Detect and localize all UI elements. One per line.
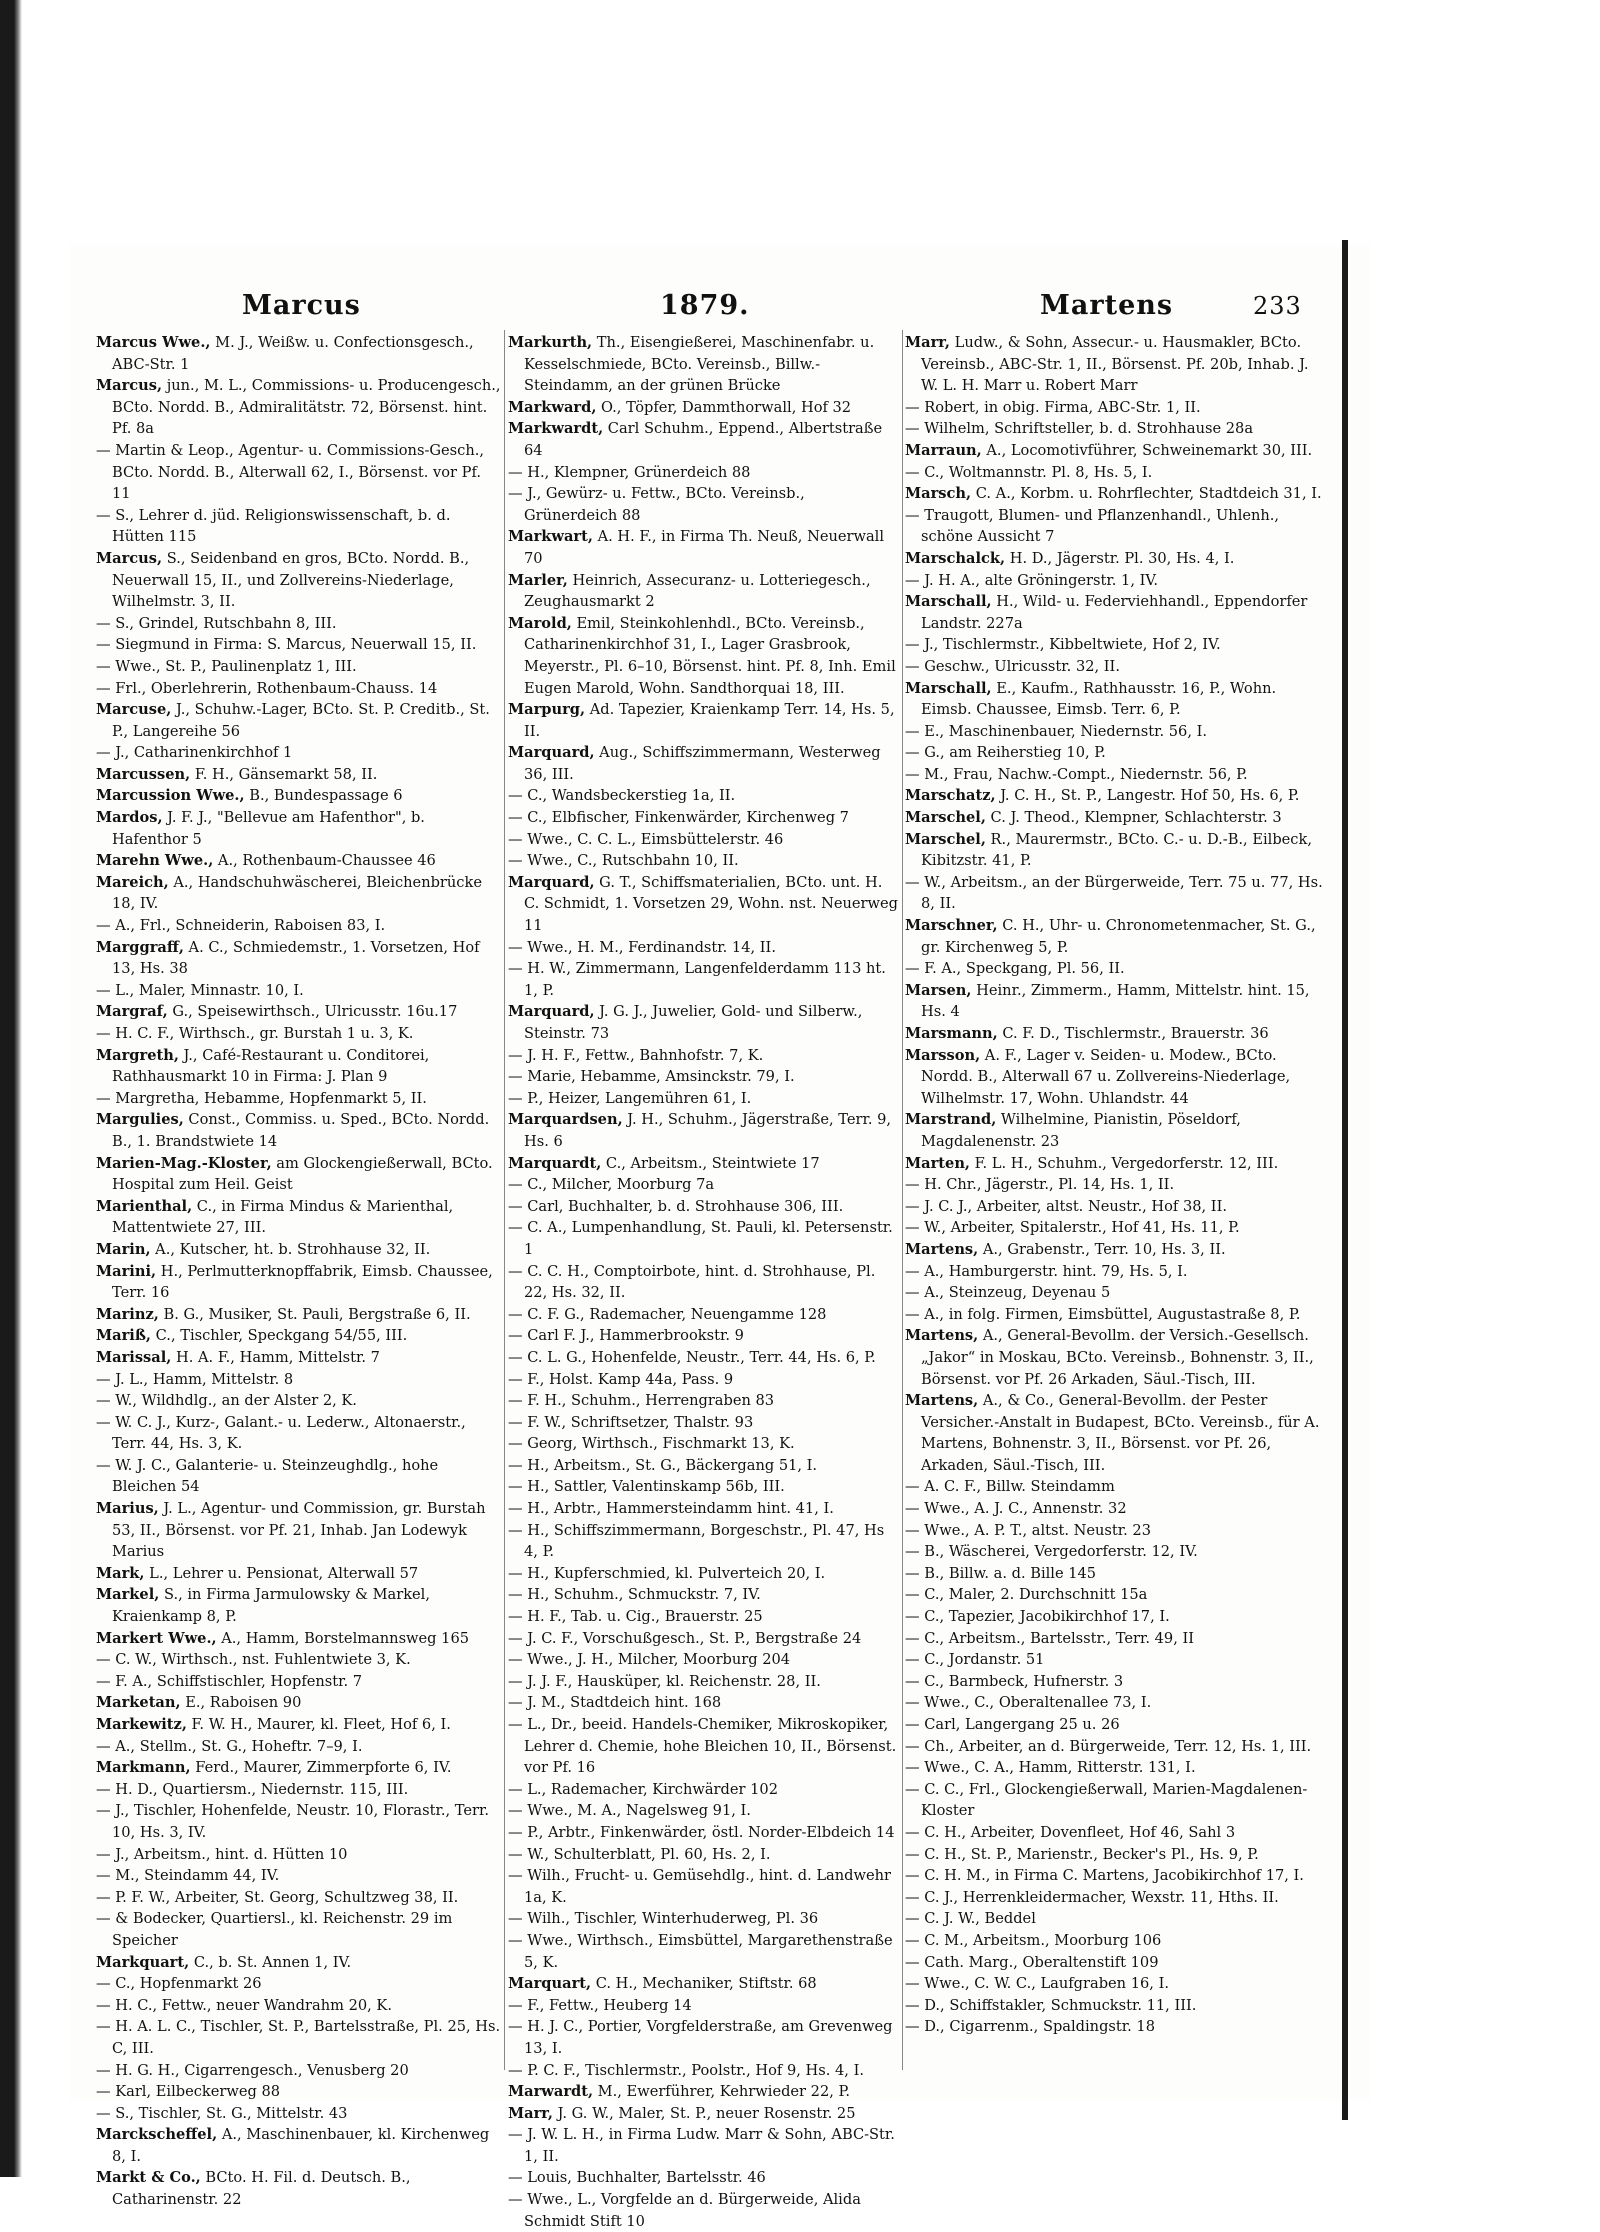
directory-entry: — Geschw., Ulricusstr. 32, II. [905,657,1120,675]
directory-entry: Marcus, jun., M. L., Commissions- u. Producengesch., BCto. Nordd. B., Admiralitätstr. 72, Börsenst. hint. Pf. 8a [96,377,501,438]
directory-entry: — A., in folg. Firmen, Eimsbüttel, Augustastraße 8, P. [905,1305,1301,1323]
directory-entry: Markurth, Th., Eisengießerei, Maschinenfabr. u. Kesselschmiede, BCto. Vereinsb., Billw.-Steindamm, an der grünen Brücke [508,334,875,395]
directory-entry: — C., Barmbeck, Hufnerstr. 3 [905,1672,1124,1690]
directory-entry: Marschatz, J. C. H., St. P., Langestr. Hof 50, Hs. 6, P. [905,787,1300,805]
directory-entry: Markt & Co., BCto. H. Fil. d. Deutsch. B., Catharinenstr. 22 [96,2169,411,2209]
directory-entry: — W. C. J., Kurz-, Galant.- u. Lederw., Altonaerstr., Terr. 44, Hs. 3, K. [96,1413,466,1453]
directory-entry: — H., Arbtr., Hammersteindamm hint. 41, I. [508,1500,834,1518]
directory-entry: — Wwe., Wirthsch., Eimsbüttel, Margarethenstraße 5, K. [508,1931,893,1971]
directory-entry: — C. M., Arbeitsm., Moorburg 106 [905,1931,1162,1949]
directory-entry: — C. F. G., Rademacher, Neuengamme 128 [508,1305,827,1323]
directory-entry: — C. W., Wirthsch., nst. Fuhlentwiete 3, K. [96,1651,411,1669]
directory-entry: — C. L. G., Hohenfelde, Neustr., Terr. 44, Hs. 6, P. [508,1348,876,1366]
directory-entry: Mareich, A., Handschuhwäscherei, Bleichenbrücke 18, IV. [96,873,482,913]
directory-entry: — D., Cigarrenm., Spaldingstr. 18 [905,2018,1155,2036]
directory-entry: — A., Steinzeug, Deyenau 5 [905,1284,1111,1302]
directory-entry: — Wwe., C., Rutschbahn 10, II. [508,852,739,870]
directory-entry: — H., Klempner, Grünerdeich 88 [508,463,751,481]
directory-entry: — & Bodecker, Quartiersl., kl. Reichenstr. 29 im Speicher [96,1910,453,1949]
directory-entry: — C. H., Arbeiter, Dovenfleet, Hof 46, Sahl 3 [905,1823,1236,1841]
directory-entry: — A., Frl., Schneiderin, Raboisen 83, I. [96,917,386,935]
directory-entry: Marpurg, Ad. Tapezier, Kraienkamp Terr. 14, Hs. 5, II. [508,701,895,740]
directory-entry: — M., Frau, Nachw.-Compt., Niedernstr. 56, P. [905,765,1248,783]
directory-entry: — W. J. C., Galanterie- u. Steinzeughdlg., hohe Bleichen 54 [96,1456,439,1496]
directory-entry: — J. L., Hamm, Mittelstr. 8 [96,1370,294,1388]
directory-entry: Mardos, J. F. J., "Bellevue am Hafenthor", b. Hafenthor 5 [96,809,425,848]
directory-entry: Markmann, Ferd., Maurer, Zimmerpforte 6, IV. [96,1759,452,1777]
directory-entry: — Wwe., C. W. C., Laufgraben 16, I. [905,1975,1169,1993]
directory-entry: Marler, Heinrich, Assecuranz- u. Lotteriegesch., Zeughausmarkt 2 [508,571,871,611]
directory-entry: — C., Elbfischer, Finkenwärder, Kirchenweg 7 [508,809,849,827]
directory-entry: Margraf, G., Speisewirthsch., Ulricusstr. 16u.17 [96,1003,458,1021]
directory-entry: — W., Arbeiter, Spitalerstr., Hof 41, Hs. 11, P. [905,1219,1240,1237]
directory-entry: — C. H. M., in Firma C. Martens, Jacobikirchhof 17, I. [905,1867,1304,1885]
directory-entry: — J., Catharinenkirchhof 1 [96,744,293,762]
directory-entry: — L., Dr., beeid. Handels-Chemiker, Mikroskopiker, Lehrer d. Chemie, hohe Bleichen 10, II., Börsenst. vor Pf. 16 [508,1716,897,1777]
directory-entry: — J., Tischler, Hohenfelde, Neustr. 10, Florastr., Terr. 10, Hs. 3, IV. [96,1802,489,1841]
directory-entry: — J. W. L. H., in Firma Ludw. Marr & Sohn, ABC-Str. 1, II. [508,2126,895,2165]
directory-entry: — H., Kupferschmied, kl. Pulverteich 20, I. [508,1564,826,1582]
directory-entry: — H. D., Quartiersm., Niedernstr. 115, III. [96,1780,409,1798]
running-head-right: Martens [1040,290,1174,321]
directory-entry: — Margretha, Hebamme, Hopfenmarkt 5, II. [96,1089,427,1107]
directory-entry: — C., Woltmannstr. Pl. 8, Hs. 5, I. [905,463,1153,481]
directory-entry: — E., Maschinenbauer, Niedernstr. 56, I. [905,722,1208,740]
directory-entry: — W., Arbeitsm., an der Bürgerweide, Terr. 75 u. 77, Hs. 8, II. [905,873,1323,913]
directory-entry: — H. G. H., Cigarrengesch., Venusberg 20 [96,2061,409,2079]
directory-entry: — H., Sattler, Valentinskamp 56b, III. [508,1478,785,1496]
directory-entry: — L., Rademacher, Kirchwärder 102 [508,1780,778,1798]
scan-binding-edge [0,0,22,2177]
directory-entry: Marschel, C. J. Theod., Klempner, Schlachterstr. 3 [905,809,1282,827]
directory-entry: — Marie, Hebamme, Amsinckstr. 79, I. [508,1068,795,1086]
directory-entry: — J. H. A., alte Gröningerstr. 1, IV. [905,571,1158,589]
directory-entry: — Traugott, Blumen- und Pflanzenhandl., Uhlenh., schöne Aussicht 7 [905,506,1280,546]
page-right-rule [1342,240,1348,2120]
directory-entry: — H. Chr., Jägerstr., Pl. 14, Hs. 1, II. [905,1176,1175,1194]
directory-entry: — P. C. F., Tischlermstr., Poolstr., Hof 9, Hs. 4, I. [508,2061,864,2079]
directory-entry: — C. J. W., Beddel [905,1910,1036,1928]
directory-entry: — F., Fettw., Heuberg 14 [508,1996,692,2014]
directory-entry: — Louis, Buchhalter, Bartelsstr. 46 [508,2169,766,2187]
directory-entry: Marwardt, M., Ewerführer, Kehrwieder 22, P. [508,2083,851,2101]
directory-entry: Marienthal, C., in Firma Mindus & Marienthal, Mattentwiete 27, III. [96,1197,454,1237]
directory-entry: Marquart, C. H., Mechaniker, Stiftstr. 68 [508,1975,817,1993]
directory-entry: — P., Heizer, Langemühren 61, I. [508,1089,752,1107]
directory-entry: — Wwe., J. H., Milcher, Moorburg 204 [508,1651,791,1669]
directory-entry: — C. J., Herrenkleidermacher, Wexstr. 11, Hths. II. [905,1888,1279,1906]
directory-entry: — C. C., Frl., Glockengießerwall, Marien-Magdalenen-Kloster [905,1780,1308,1820]
directory-entry: Marius, J. L., Agentur- und Commission, gr. Burstah 53, II., Börsenst. vor Pf. 21, Inhab. Jan Lodewyk Marius [96,1500,486,1561]
directory-entry: — P., Arbtr., Finkenwärder, östl. Norder-Elbdeich 14 [508,1823,895,1841]
directory-entry: — F. A., Schiffstischler, Hopfenstr. 7 [96,1672,363,1690]
directory-entry: Markquart, C., b. St. Annen 1, IV. [96,1953,352,1971]
directory-entry: Marsen, Heinr., Zimmerm., Hamm, Mittelstr. hint. 15, Hs. 4 [905,981,1310,1021]
directory-entry: Marschall, H., Wild- u. Federviehhandl., Eppendorfer Landstr. 227a [905,593,1308,632]
directory-entry: — F. A., Speckgang, Pl. 56, II. [905,960,1125,978]
directory-entry: Marr, J. G. W., Maler, St. P., neuer Rosenstr. 25 [508,2104,856,2122]
directory-entry: — F. W., Schriftsetzer, Thalstr. 93 [508,1413,754,1431]
directory-entry: — J., Arbeitsm., hint. d. Hütten 10 [96,1845,348,1863]
directory-entry: Marcussen, F. H., Gänsemarkt 58, II. [96,765,378,783]
directory-entry: Markward, O., Töpfer, Dammthorwall, Hof 32 [508,398,852,416]
directory-entry: — Wwe., A. J. C., Annenstr. 32 [905,1500,1127,1518]
directory-entry: — W., Schulterblatt, Pl. 60, Hs. 2, I. [508,1845,771,1863]
directory-entry: Marissal, H. A. F., Hamm, Mittelstr. 7 [96,1348,380,1366]
directory-entry: — Robert, in obig. Firma, ABC-Str. 1, II. [905,398,1201,416]
directory-entry: — H., Schiffszimmermann, Borgeschstr., Pl. 47, Hs 4, P. [508,1521,885,1561]
directory-entry: Marin, A., Kutscher, ht. b. Strohhause 32, II. [96,1240,431,1258]
directory-entry: — B., Billw. a. d. Bille 145 [905,1564,1097,1582]
directory-entry: — Wwe., L., Vorgfelde an d. Bürgerweide, Alida Schmidt Stift 10 [508,2191,861,2230]
directory-entry: — M., Steindamm 44, IV. [96,1867,280,1885]
column-divider [902,330,903,2070]
directory-entry: — C. A., Lumpenhandlung, St. Pauli, kl. Petersenstr. 1 [508,1219,893,1258]
directory-entry: Marquard, J. G. J., Juwelier, Gold- und Silberw., Steinstr. 73 [508,1003,863,1042]
directory-entry: — G., am Reiherstieg 10, P. [905,744,1106,762]
directory-entry: Marquard, G. T., Schiffsmaterialien, BCto. unt. H. C. Schmidt, 1. Vorsetzen 29, Wohn. nst. Neuerweg 11 [508,873,898,935]
directory-entry: — A. C. F., Billw. Steindamm [905,1478,1115,1496]
directory-entry: — C., Tapezier, Jacobikirchhof 17, I. [905,1608,1170,1626]
directory-entry: Marcus, S., Seidenband en gros, BCto. Nordd. B., Neuerwall 15, II., und Zollvereins-Niederlage, Wilhelmstr. 3, II. [96,549,470,611]
directory-entry: Martens, A., General-Bevollm. der Versich.-Gesellsch. „Jakor“ in Moskau, BCto. Vereinsb., Bohnenstr. 3, II., Börsenst. vor Pf. 26 Arkaden, Säul.-Tisch, III. [905,1327,1314,1388]
directory-entry: — Wilh., Tischler, Winterhuderweg, Pl. 36 [508,1910,819,1928]
directory-entry: Marschalck, H. D., Jägerstr. Pl. 30, Hs. 4, I. [905,549,1235,567]
directory-entry: Markwardt, Carl Schuhm., Eppend., Albertstraße 64 [508,420,883,459]
directory-entry: Mark, L., Lehrer u. Pensionat, Alterwall 57 [96,1564,419,1582]
directory-entry: Marsmann, C. F. D., Tischlermstr., Brauerstr. 36 [905,1025,1269,1042]
directory-entry: — H. C. F., Wirthsch., gr. Burstah 1 u. 3, K. [96,1025,414,1042]
directory-entry: Marcus Wwe., M. J., Weißw. u. Confectionsgesch., ABC-Str. 1 [96,334,474,373]
directory-entry: — Siegmund in Firma: S. Marcus, Neuerwall 15, II. [96,636,477,654]
running-head-left: Marcus [242,290,361,321]
directory-entry: Marien-Mag.-Kloster, am Glockengießerwall, BCto. Hospital zum Heil. Geist [96,1154,493,1194]
directory-entry: — Karl, Eilbeckerweg 88 [96,2083,281,2101]
directory-entry: — C., Maler, 2. Durchschnitt 15a [905,1586,1148,1604]
directory-entry: Marold, Emil, Steinkohlenhdl., BCto. Vereinsb., Catharinenkirchhof 31, I., Lager Grasbrook, Meyerstr., Pl. 6–10, Börsenst. hint. Pf. 8, Inh. Emil Eugen Marold, Wohn. Sandthorquai 18, III. [508,614,896,697]
directory-entry: Marsch, C. A., Korbm. u. Rohrflechter, Stadtdeich 31, I. [905,485,1322,503]
directory-entry: — S., Tischler, St. G., Mittelstr. 43 [96,2104,348,2122]
directory-entry: Markert Wwe., A., Hamm, Borstelmannsweg 165 [96,1629,470,1647]
directory-entry: Marketan, E., Raboisen 90 [96,1694,302,1712]
running-head-year: 1879. [660,290,750,321]
directory-entry: — J. J. F., Hausküper, kl. Reichenstr. 28, II. [508,1672,821,1690]
directory-entry: Marsson, A. F., Lager v. Seiden- u. Modew., BCto. Nordd. B., Alterwall 67 u. Zollvereins-Niederlage, Wilhelmstr. 17, Wohn. Uhlandstr. 44 [905,1046,1291,1107]
column-divider [504,330,505,2070]
directory-entry: — Wwe., C. A., Hamm, Ritterstr. 131, I. [905,1759,1196,1777]
directory-entry: Marquardt, C., Arbeitsm., Steintwiete 17 [508,1154,820,1172]
directory-entry: — C., Milcher, Moorburg 7a [508,1176,715,1194]
directory-entry: Marten, F. L. H., Schuhm., Vergedorferstr. 12, III. [905,1154,1279,1172]
directory-entry: — J., Tischlermstr., Kibbeltwiete, Hof 2, IV. [905,636,1221,654]
directory-entry: — Georg, Wirthsch., Fischmarkt 13, K. [508,1435,795,1453]
directory-entry: Marraun, A., Locomotivführer, Schweinemarkt 30, III. [905,441,1313,459]
directory-entry: — P. F. W., Arbeiter, St. Georg, Schultzweg 38, II. [96,1888,459,1906]
directory-entry: — J. H. F., Fettw., Bahnhofstr. 7, K. [508,1046,764,1064]
directory-entry: Marschel, R., Maurermstr., BCto. C.- u. D.-B., Eilbeck, Kibitzstr. 41, P. [905,830,1312,870]
directory-entry: Marehn Wwe., A., Rothenbaum-Chaussee 46 [96,852,436,870]
directory-entry: — Frl., Oberlehrerin, Rothenbaum-Chauss. 14 [96,679,438,697]
directory-entry: — Carl, Buchhalter, b. d. Strohhause 306, III. [508,1197,844,1215]
directory-entry: Marstrand, Wilhelmine, Pianistin, Pöseldorf, Magdalenenstr. 23 [905,1111,1241,1150]
directory-entry: — W., Wildhdlg., an der Alster 2, K. [96,1392,357,1410]
directory-entry: Martens, A., Grabenstr., Terr. 10, Hs. 3, II. [905,1240,1226,1258]
directory-entry: Marckscheffel, A., Maschinenbauer, kl. Kirchenweg 8, I. [96,2126,490,2165]
directory-entry: Martens, A., & Co., General-Bevollm. der Pester Versicher.-Anstalt in Budapest, BCto. Vereinsb., für A. Martens, Bohnenstr. 3, II., Börsenst. vor Pf. 26, Arkaden, Säul.-Tisch, III. [905,1392,1320,1474]
directory-entry: Markel, S., in Firma Jarmulowsky & Markel, Kraienkamp 8, P. [96,1586,430,1626]
directory-entry: — Wwe., H. M., Ferdinandstr. 14, II. [508,938,776,956]
directory-entry: — Martin & Leop., Agentur- u. Commissions-Gesch., BCto. Nordd. B., Alterwall 62, I., Börsenst. vor Pf. 11 [96,441,485,503]
directory-entry: Marcuse, J., Schuhw.-Lager, BCto. St. P. Creditb., St. P., Langereihe 56 [96,701,490,740]
directory-entry: Markewitz, F. W. H., Maurer, kl. Fleet, Hof 6, I. [96,1716,451,1733]
directory-entry: Marschner, C. H., Uhr- u. Chronometenmacher, St. G., gr. Kirchenweg 5, P. [905,917,1316,956]
directory-entry: Marquardsen, J. H., Schuhm., Jägerstraße, Terr. 9, Hs. 6 [508,1111,892,1150]
directory-entry: — S., Lehrer d. jüd. Religionswissenschaft, b. d. Hütten 115 [96,506,451,546]
directory-entry: — H., Arbeitsm., St. G., Bäckergang 51, I. [508,1456,818,1474]
directory-entry: — C., Hopfenmarkt 26 [96,1975,262,1993]
directory-entry: Mariß, C., Tischler, Speckgang 54/55, III. [96,1327,408,1345]
directory-entry: — H. W., Zimmermann, Langenfelderdamm 113 ht. 1, P. [508,960,886,999]
directory-entry: Marquard, Aug., Schiffszimmermann, Westerweg 36, III. [508,744,881,783]
directory-entry: — C., Arbeitsm., Bartelsstr., Terr. 49, II [905,1629,1195,1647]
directory-entry: — Wilhelm, Schriftsteller, b. d. Strohhause 28a [905,420,1254,438]
directory-column-3 [905,332,1330,2072]
directory-column-2 [508,332,900,2230]
directory-entry: — J. C. F., Vorschußgesch., St. P., Bergstraße 24 [508,1629,862,1647]
directory-entry: — B., Wäscherei, Vergedorferstr. 12, IV. [905,1543,1198,1561]
directory-entry: — Wwe., St. P., Paulinenplatz 1, III. [96,657,357,675]
directory-entry: — H., Schuhm., Schmuckstr. 7, IV. [508,1586,761,1604]
directory-entry: — F. H., Schuhm., Herrengraben 83 [508,1392,775,1410]
directory-entry: — Wwe., M. A., Nagelsweg 91, I. [508,1802,751,1820]
directory-entry: Marcussion Wwe., B., Bundespassage 6 [96,787,403,805]
directory-entry: — Wwe., C. C. L., Eimsbüttelerstr. 46 [508,830,784,848]
directory-entry: — H. A. L. C., Tischler, St. P., Bartelsstraße, Pl. 25, Hs. C, III. [96,2018,501,2057]
directory-entry: — L., Maler, Minnastr. 10, I. [96,981,304,999]
directory-entry: Marr, Ludw., & Sohn, Assecur.- u. Hausmakler, BCto. Vereinsb., ABC-Str. 1, II., Börsenst. Pf. 20b, Inhab. J. W. L. H. Marr u. Robert Marr [905,334,1309,395]
directory-entry: — J. M., Stadtdeich hint. 168 [508,1694,722,1712]
directory-entry: — F., Holst. Kamp 44a, Pass. 9 [508,1370,734,1388]
directory-entry: Margreth, J., Café-Restaurant u. Conditorei, Rathhausmarkt 10 in Firma: J. Plan 9 [96,1046,430,1086]
directory-entry: — H. C., Fettw., neuer Wandrahm 20, K. [96,1996,392,2014]
directory-entry: — D., Schiffstakler, Schmuckstr. 11, III. [905,1996,1197,2014]
directory-entry: — H. F., Tab. u. Cig., Brauerstr. 25 [508,1608,763,1626]
directory-entry: — C., Wandsbeckerstieg 1a, II. [508,787,736,805]
directory-entry: — A., Stellm., St. G., Hoheftr. 7–9, I. [96,1737,363,1755]
directory-entry: — Carl, Langergang 25 u. 26 [905,1716,1120,1733]
directory-entry: Marini, H., Perlmutterknopffabrik, Eimsb. Chaussee, Terr. 16 [96,1262,493,1302]
directory-entry: — C. H., St. P., Marienstr., Becker's Pl., Hs. 9, P. [905,1845,1259,1863]
directory-entry: — Carl F. J., Hammerbrookstr. 9 [508,1327,744,1345]
directory-column-1 [96,332,504,2209]
directory-entry: — Wilh., Frucht- u. Gemüsehdlg., hint. d. Landwehr 1a, K. [508,1867,892,1906]
directory-entry: Marschall, E., Kaufm., Rathhausstr. 16, P., Wohn. Eimsb. Chaussee, Eimsb. Terr. 6, P. [905,679,1277,719]
directory-entry: Margulies, Const., Commiss. u. Sped., BCto. Nordd. B., 1. Brandstwiete 14 [96,1111,490,1150]
page-number: 233 [1253,292,1302,320]
directory-entry: Marinz, B. G., Musiker, St. Pauli, Bergstraße 6, II. [96,1305,471,1323]
directory-entry: Marggraff, A. C., Schmiedemstr., 1. Vorsetzen, Hof 13, Hs. 38 [96,938,480,978]
directory-entry: — Ch., Arbeiter, an d. Bürgerweide, Terr. 12, Hs. 1, III. [905,1737,1312,1755]
directory-entry: — S., Grindel, Rutschbahn 8, III. [96,614,337,632]
directory-entry: — C. C. H., Comptoirbote, hint. d. Strohhause, Pl. 22, Hs. 32, II. [508,1262,876,1302]
directory-entry: — J., Gewürz- u. Fettw., BCto. Vereinsb., Grünerdeich 88 [508,485,805,524]
directory-entry: — Cath. Marg., Oberaltenstift 109 [905,1953,1159,1971]
directory-entry: — J. C. J., Arbeiter, altst. Neustr., Hof 38, II. [905,1197,1227,1215]
directory-entry: — C., Jordanstr. 51 [905,1651,1045,1669]
directory-entry: Markwart, A. H. F., in Firma Th. Neuß, Neuerwall 70 [508,528,885,567]
directory-entry: — Wwe., C., Oberaltenallee 73, I. [905,1694,1152,1712]
directory-entry: — Wwe., A. P. T., altst. Neustr. 23 [905,1521,1151,1539]
directory-entry: — A., Hamburgerstr. hint. 79, Hs. 5, I. [905,1262,1188,1280]
directory-entry: — H. J. C., Portier, Vorgfelderstraße, am Grevenweg 13, I. [508,2018,893,2057]
